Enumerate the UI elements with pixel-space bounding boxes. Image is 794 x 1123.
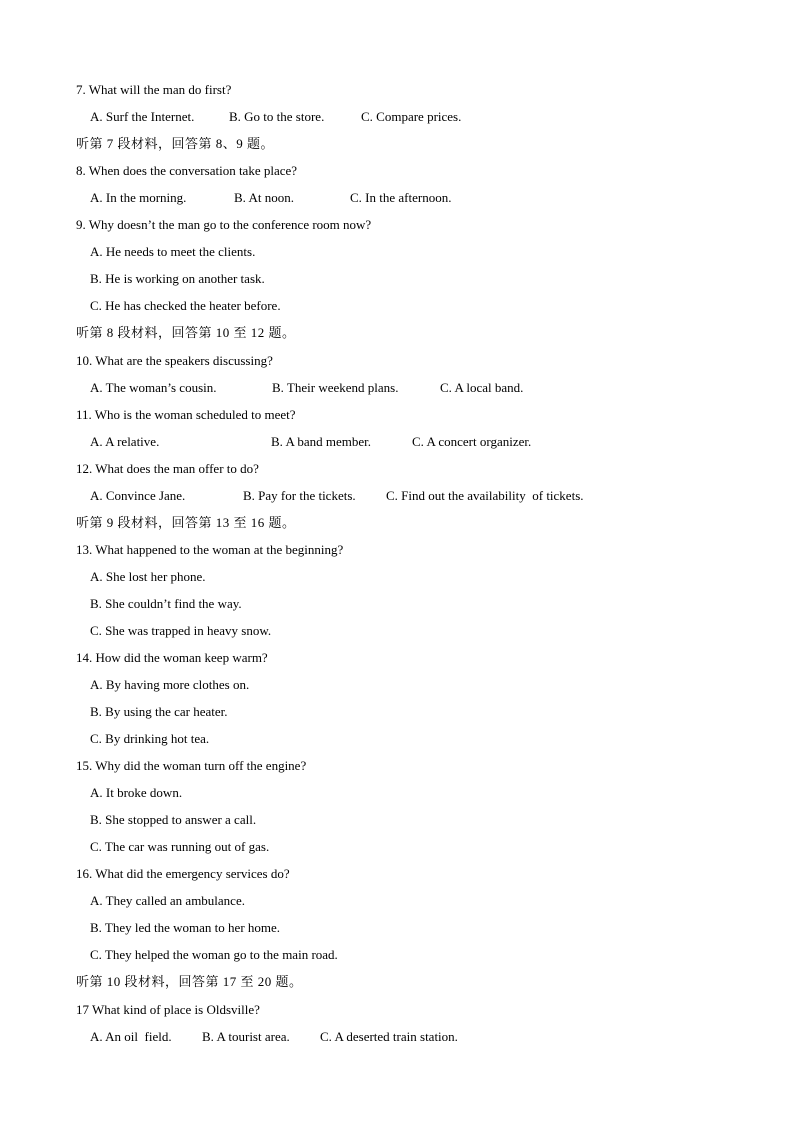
option-12b: B. Pay for the tickets. <box>243 488 356 503</box>
option-9c: C. He has checked the heater before. <box>90 298 281 313</box>
option-10b: B. Their weekend plans. <box>272 380 399 395</box>
option-8a: A. In the morning. <box>90 190 187 205</box>
options-17 <box>90 1029 458 1109</box>
question-16: 16. What did the emergency services do? <box>76 866 290 881</box>
question-17: 17 What kind of place is Oldsville? <box>76 1002 260 1017</box>
question-13: 13. What happened to the woman at the beginning? <box>76 542 344 557</box>
option-17b: B. A tourist area. <box>202 1029 290 1044</box>
option-7c: C. Compare prices. <box>361 109 462 124</box>
option-7b: B. Go to the store. <box>229 109 325 124</box>
section-heading-7: 听第 7 段材料，回答第 8、9 题。 <box>76 136 275 151</box>
option-11c: C. A concert organizer. <box>412 434 532 449</box>
option-8c: C. In the afternoon. <box>350 190 452 205</box>
option-14c: C. By drinking hot tea. <box>90 731 210 746</box>
question-9: 9. Why doesn’t the man go to the conference room now? <box>76 217 372 232</box>
option-10a: A. The woman’s cousin. <box>90 380 217 395</box>
question-11: 11. Who is the woman scheduled to meet? <box>76 407 296 422</box>
option-7a: A. Surf the Internet. <box>90 109 195 124</box>
option-10c: C. A local band. <box>440 380 524 395</box>
option-16b: B. They led the woman to her home. <box>90 920 281 935</box>
section-heading-9: 听第 9 段材料，回答第 13 至 16 题。 <box>76 515 296 530</box>
section-heading-10: 听第 10 段材料，回答第 17 至 20 题。 <box>76 974 303 989</box>
option-13b: B. She couldn’t find the way. <box>90 596 242 611</box>
option-13a: A. She lost her phone. <box>90 569 206 584</box>
option-17a: A. An oil field. <box>90 1029 172 1044</box>
question-14: 14. How did the woman keep warm? <box>76 650 268 665</box>
question-7: 7. What will the man do first? <box>76 82 232 97</box>
option-14b: B. By using the car heater. <box>90 704 228 719</box>
option-14a: A. By having more clothes on. <box>90 677 250 692</box>
option-15a: A. It broke down. <box>90 785 183 800</box>
question-8: 8. When does the conversation take place? <box>76 163 298 178</box>
option-15b: B. She stopped to answer a call. <box>90 812 257 827</box>
option-12c: C. Find out the availability of tickets. <box>386 488 584 503</box>
option-8b: B. At noon. <box>234 190 294 205</box>
option-12a: A. Convince Jane. <box>90 488 186 503</box>
option-16c: C. They helped the woman go to the main road. <box>90 947 338 962</box>
section-heading-8: 听第 8 段材料，回答第 10 至 12 题。 <box>76 325 296 340</box>
option-9a: A. He needs to meet the clients. <box>90 244 256 259</box>
option-15c: C. The car was running out of gas. <box>90 839 270 854</box>
question-12: 12. What does the man offer to do? <box>76 461 259 476</box>
option-9b: B. He is working on another task. <box>90 271 265 286</box>
question-10: 10. What are the speakers discussing? <box>76 353 273 368</box>
option-11a: A. A relative. <box>90 434 160 449</box>
option-17c: C. A deserted train station. <box>320 1029 458 1044</box>
option-13c: C. She was trapped in heavy snow. <box>90 623 272 638</box>
option-16a: A. They called an ambulance. <box>90 893 245 908</box>
option-11b: B. A band member. <box>271 434 372 449</box>
question-15: 15. Why did the woman turn off the engine? <box>76 758 307 773</box>
